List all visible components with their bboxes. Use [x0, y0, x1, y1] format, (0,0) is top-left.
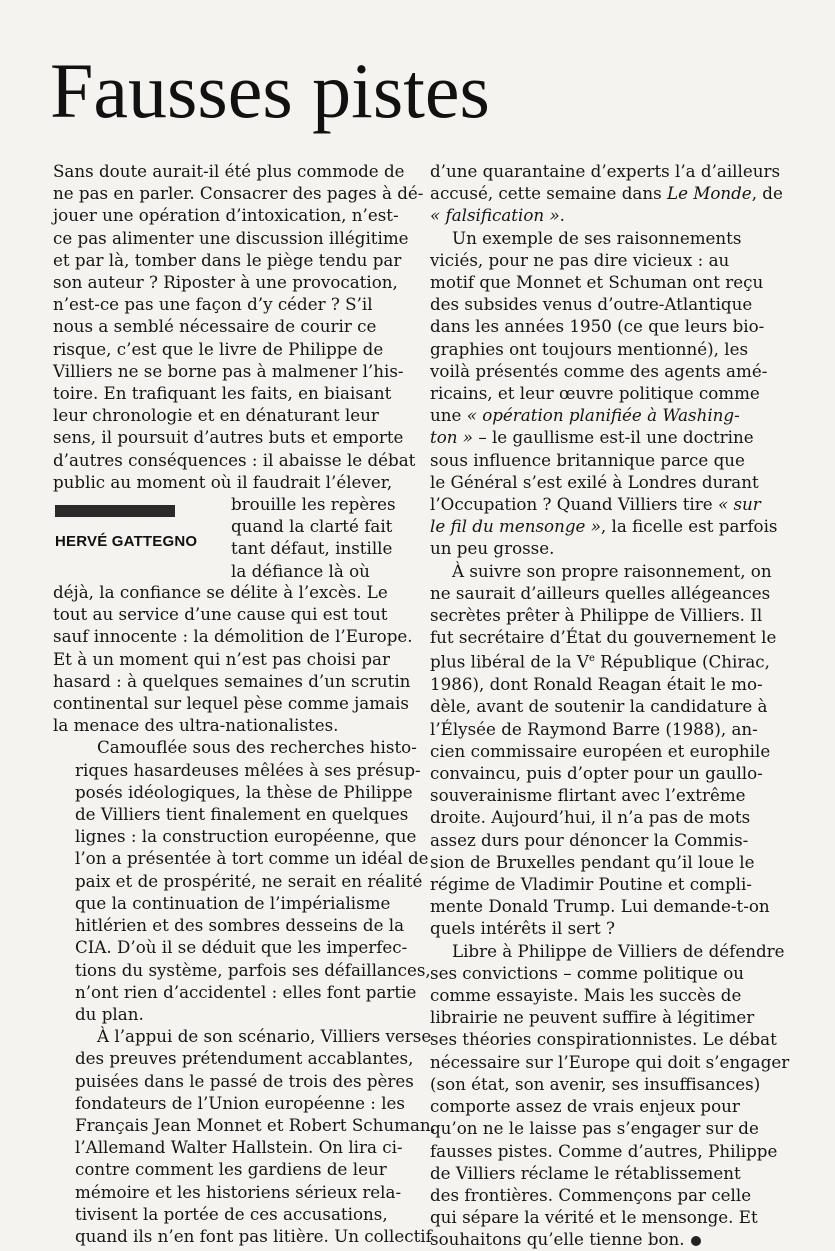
text-line: Sans doute aurait-il été plus commode de: [53, 161, 405, 181]
paragraph-3: [53, 1025, 436, 1247]
text-line: viciés, pour ne pas dire vicieux : au: [430, 249, 730, 270]
text-line: sens, il poursuit d’autres buts et emporte: [53, 427, 404, 448]
text-line: souhaitons qu’elle tienne bon.: [430, 1229, 685, 1250]
text-line: l’Allemand Walter Hallstein. On lira ci-: [75, 1137, 403, 1158]
text-line: librairie ne peuvent suffire à légitimer: [430, 1007, 755, 1028]
newspaper-name: Le Monde: [666, 183, 752, 204]
text-line: le fil du mensonge », la ficelle est parfois: [430, 516, 778, 537]
paragraph-5: [430, 560, 782, 940]
text-line: quand la clarté fait: [231, 516, 393, 537]
text-line: lignes : la construction européenne, que: [75, 826, 417, 847]
text-line: voilà présentés comme des agents amé-: [430, 360, 768, 381]
text-line: des preuves prétendument accablantes,: [75, 1048, 414, 1069]
text-line: public au moment où il faudrait l’élever,: [53, 471, 393, 492]
text-line: ses théories conspirationnistes. Le débat: [430, 1029, 777, 1050]
text-line: sauf innocente : la démolition de l’Europe.: [53, 626, 413, 647]
text-line: quand ils n’en font pas litière. Un collectif: [75, 1225, 432, 1246]
quote: ton »: [430, 427, 474, 448]
text-line: quels intérêts il sert ?: [430, 918, 615, 939]
text-line: ne saurait d’ailleurs quelles allégeances: [430, 582, 771, 603]
quote: « falsification »: [430, 205, 560, 226]
text-line: que la continuation de l’impérialisme: [75, 892, 391, 913]
text-line: dans les années 1950 (ce que leurs bio-: [430, 316, 765, 337]
text-line: leur chronologie et en dénaturant leur: [53, 405, 379, 426]
text-line: souverainisme flirtant avec l’extrême: [430, 785, 746, 806]
text-line: tions du système, parfois ses défaillances,: [75, 959, 431, 980]
text-line: « falsification ».: [430, 205, 565, 226]
text-line: plus libéral de la Ve République (Chirac,: [430, 652, 770, 673]
paragraph-3-continued: [430, 160, 782, 227]
text-line: À l’appui de son scénario, Villiers verse: [97, 1026, 432, 1047]
paragraph-4-lines: [430, 227, 782, 405]
text-line: fut secrétaire d’État du gouvernement le: [430, 627, 777, 648]
paragraph-6-lines: [430, 940, 790, 1250]
text-line: sous influence britannique parce que: [430, 449, 745, 470]
end-mark-icon: [691, 1236, 701, 1246]
text-line: et par là, tomber dans le piège tendu par: [53, 249, 402, 270]
paragraph-4-mid: [430, 449, 782, 493]
text-line: toire. En trafiquant les faits, en biaisant: [53, 383, 392, 404]
text-line: motif que Monnet et Schuman ont reçu: [430, 272, 764, 293]
text-line: cien commissaire européen et europhile: [430, 740, 771, 761]
byline-block: [53, 493, 407, 581]
text-line: graphies ont toujours mentionné), les: [430, 338, 749, 359]
text-line: À suivre son propre raisonnement, on: [452, 560, 772, 581]
text-line: riques hasardeuses mêlées à ses présup-: [75, 759, 421, 780]
text-line: n’est-ce pas une façon d’y céder ? S’il: [53, 294, 373, 315]
article-column-1: [53, 160, 436, 1247]
quote: « opération planifiée à Washing-: [466, 405, 740, 426]
text-line: tant défaut, instille: [231, 538, 393, 559]
text-line: son auteur ? Riposter à une provocation,: [53, 272, 398, 293]
text-line: nous a semblé nécessaire de courir ce: [53, 316, 377, 337]
text-line: l’Occupation ? Quand Villiers tire « sur: [430, 494, 761, 515]
paragraph-5-lines: [430, 560, 782, 649]
text-line: posés idéologiques, la thèse de Philippe: [75, 781, 413, 802]
text-line: régime de Vladimir Poutine et compli-: [430, 874, 752, 895]
text-line: n’ont rien d’accidentel : elles font partie: [75, 981, 417, 1002]
text-line: une « opération planifiée à Washing-: [430, 405, 740, 426]
paragraph-4: [430, 227, 782, 560]
quote: « sur: [717, 494, 761, 515]
text-line: comporte assez de vrais enjeux pour: [430, 1096, 740, 1117]
text-line: fondateurs de l’Union européenne : les: [75, 1092, 405, 1113]
text-line: tout au service d’une cause qui est tout: [53, 604, 388, 625]
text-line: Libre à Philippe de Villiers de défendre: [452, 940, 785, 961]
text-line: ses convictions – comme politique ou: [430, 962, 744, 983]
text-line: mente Donald Trump. Lui demande-t-on: [430, 896, 770, 917]
author-name: HERVÉ GATTEGNO: [55, 533, 198, 551]
text-line: ton » – le gaullisme est-il une doctrine: [430, 427, 754, 448]
text-line: hitlérien et des sombres desseins de la: [75, 915, 405, 936]
paragraph-2: [53, 736, 431, 1025]
text-line: un peu grosse.: [430, 538, 555, 559]
text-line: CIA. D’où il se déduit que les imperfec-: [75, 937, 408, 958]
paragraph-1: [53, 160, 424, 493]
paragraph-5-rest: [430, 673, 782, 939]
text-line: Et à un moment qui n’est pas choisi par: [53, 648, 390, 669]
text-line: le Général s’est exilé à Londres durant: [430, 471, 759, 492]
text-line: sion de Bruxelles pendant qu’il loue le: [430, 851, 755, 872]
text-line: d’autres conséquences : il abaisse le débat: [53, 449, 416, 470]
text-line: des subsides venus d’outre-Atlantique: [430, 294, 753, 315]
text-line: déjà, la confiance se délite à l’excès. Le: [53, 582, 388, 603]
text-line: nécessaire sur l’Europe qui doit s’engager: [430, 1051, 790, 1072]
text-line: hasard : à quelques semaines d’un scrutin: [53, 670, 411, 691]
text-line: convaincu, puis d’opter pour un gaullo-: [430, 763, 763, 784]
text-line: Un exemple de ses raisonnements: [452, 227, 742, 248]
text-line: 1986), dont Ronald Reagan était le mo-: [430, 674, 763, 695]
text-line: ce pas alimenter une discussion illégitime: [53, 227, 409, 248]
text-line: fausses pistes. Comme d’autres, Philippe: [430, 1140, 778, 1161]
text-line: contre comment les gardiens de leur: [75, 1159, 387, 1180]
text-line: tivisent la portée de ces accusations,: [75, 1203, 388, 1224]
paragraph-1-continued: [53, 581, 413, 736]
text-line: la menace des ultra-nationalistes.: [53, 715, 339, 736]
text-line: paix et de prospérité, ne serait en réalité: [75, 870, 423, 891]
text-line: Villiers ne se borne pas à malmener l’his-: [53, 360, 404, 381]
text-line: (son état, son avenir, ses insuffisances): [430, 1073, 761, 1094]
text-line: puisées dans le passé de trois des pères: [75, 1070, 414, 1091]
text-line: Français Jean Monnet et Robert Schuman,: [75, 1114, 436, 1135]
text-line: mémoire et les historiens sérieux rela-: [75, 1181, 402, 1202]
text-line: comme essayiste. Mais les succès de: [430, 985, 742, 1006]
text-line: de Villiers réclame le rétablissement: [430, 1162, 741, 1183]
text-line: d’une quarantaine d’experts l’a d’ailleurs: [430, 161, 781, 181]
text-line: l’on a présentée à tort comme un idéal de: [75, 848, 429, 869]
text-line: droite. Aujourd’hui, il n’a pas de mots: [430, 807, 751, 828]
text-line: qu’on ne le laisse pas s’engager sur de: [430, 1118, 759, 1139]
text-line: accusé, cette semaine dans Le Monde, de: [430, 183, 783, 204]
text-line: dèle, avant de soutenir la candidature à: [430, 696, 768, 717]
article-column-2: [430, 160, 790, 1251]
paragraph-6: [430, 940, 790, 1251]
paragraph-1-narrow: [231, 493, 407, 582]
text-line: ne pas en parler. Consacrer des pages à dé-: [53, 183, 424, 204]
text-line: risque, c’est que le livre de Philippe de: [53, 338, 384, 359]
text-line: du plan.: [75, 1003, 144, 1024]
byline-rule: [55, 505, 175, 517]
article-title: Fausses pistes: [50, 47, 490, 134]
text-line: secrètes prêter à Philippe de Villiers. Il: [430, 605, 763, 626]
text-line: Camouflée sous des recherches histo-: [97, 737, 417, 758]
text-line: qui sépare la vérité et le mensonge. Et: [430, 1207, 758, 1228]
quote: le fil du mensonge »: [430, 516, 601, 537]
text-line: la défiance là où: [231, 560, 370, 581]
text-line: de Villiers tient finalement en quelques: [75, 804, 409, 825]
text-line: ricains, et leur œuvre politique comme: [430, 383, 760, 404]
text-line: brouille les repères: [231, 494, 396, 515]
text-line: continental sur lequel pèse comme jamais: [53, 693, 409, 714]
text-line: assez durs pour dénoncer la Commis-: [430, 829, 749, 850]
text-line: des frontières. Commençons par celle: [430, 1184, 752, 1205]
text-line: l’Élysée de Raymond Barre (1988), an-: [430, 718, 758, 739]
text-line: jouer une opération d’intoxication, n’est-: [53, 205, 399, 226]
